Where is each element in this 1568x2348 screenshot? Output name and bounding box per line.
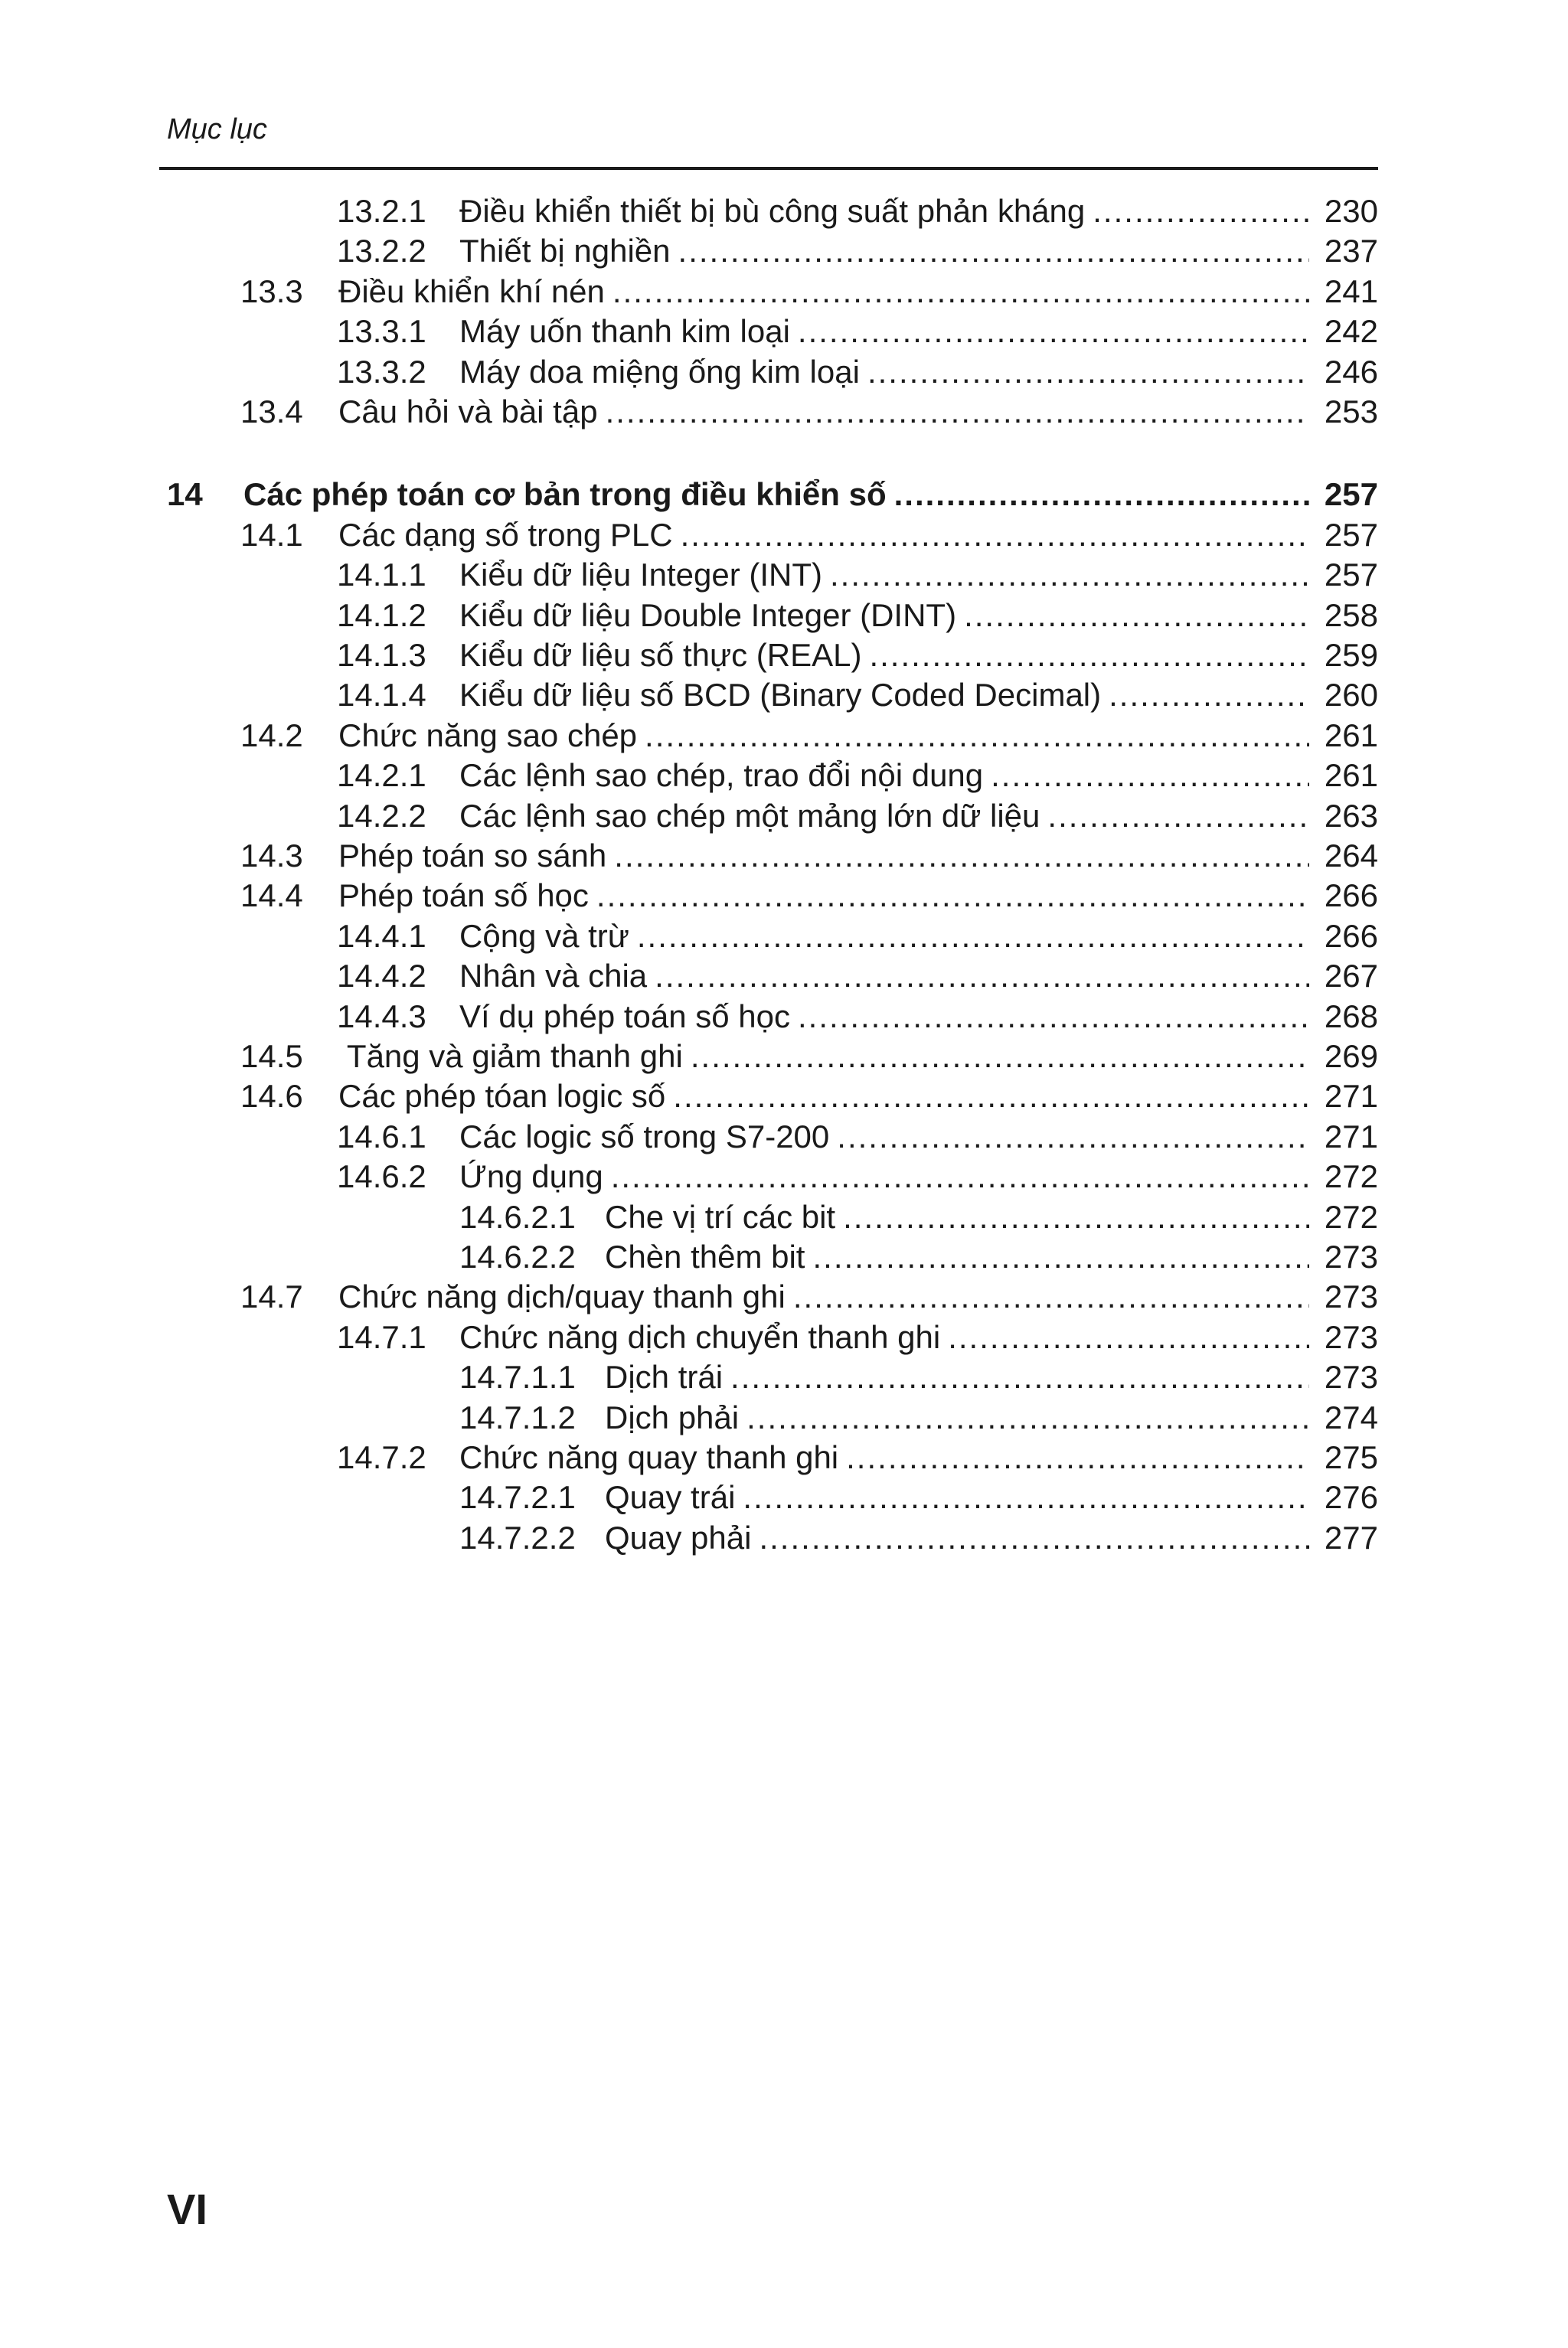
dot-leader [673, 1076, 1309, 1116]
toc-entry-page: 268 [1324, 998, 1378, 1034]
dot-leader [812, 1237, 1309, 1277]
toc-entry-page: 241 [1324, 273, 1378, 309]
toc-entry-number: 14.7.2.1 [459, 1479, 576, 1515]
toc-entry-title: Phép toán so sánh [338, 838, 607, 874]
toc-entry-number: 13.2.2 [337, 233, 426, 269]
toc-entry-title: Điều khiển khí nén [338, 273, 605, 309]
toc-entry-page: 242 [1324, 313, 1378, 349]
toc-entry-page: 230 [1324, 193, 1378, 229]
toc-entry [337, 555, 1378, 595]
toc-entry-number: 14.6 [240, 1078, 303, 1114]
dot-leader [655, 956, 1309, 996]
toc-entry-title: Kiểu dữ liệu số thực (REAL) [459, 637, 862, 673]
toc-entry-title: Các lệnh sao chép, trao đổi nội dung [459, 757, 984, 793]
toc-entry-number: 14.4 [240, 877, 303, 913]
toc-entry-title: Câu hỏi và bài tập [338, 394, 598, 429]
toc-entry-page: 260 [1324, 677, 1378, 713]
toc-entry [337, 1438, 1378, 1478]
dot-leader [793, 1277, 1309, 1317]
toc-entry [459, 1518, 1378, 1558]
toc-entry-page: 271 [1324, 1118, 1378, 1154]
toc-entry-title: Dịch trái [605, 1359, 724, 1395]
toc-entry-title: Các logic số trong S7-200 [459, 1118, 830, 1154]
dot-leader [798, 312, 1309, 351]
toc-entry [459, 1357, 1378, 1397]
toc-entry-page: 273 [1324, 1319, 1378, 1355]
toc-entry-page: 237 [1324, 233, 1378, 269]
toc-entry-number: 14.1.3 [337, 637, 426, 673]
dot-leader [867, 352, 1309, 392]
toc-entry-page: 253 [1324, 394, 1378, 429]
toc-entry-page: 273 [1324, 1239, 1378, 1275]
toc-entry-title: Quay phải [605, 1520, 752, 1556]
toc-entry-number: 13.3.2 [337, 354, 426, 390]
toc-entry-page: 267 [1324, 958, 1378, 994]
dot-leader [611, 1157, 1309, 1197]
toc-entry-page: 261 [1324, 757, 1378, 793]
toc-entry [240, 515, 1378, 555]
toc-entry-title: Điều khiển thiết bị bù công suất phản kháng [459, 193, 1086, 229]
toc-entry-number: 14.1.4 [337, 677, 426, 713]
toc-entry [240, 1076, 1378, 1116]
dot-leader [596, 876, 1309, 916]
toc-entry-title: Ứng dụng [459, 1158, 603, 1194]
toc-entry-title: Phép toán số học [338, 877, 589, 913]
toc-entry-title: Các phép tóan logic số [338, 1078, 666, 1114]
toc-entry-number: 14.1.2 [337, 597, 426, 633]
toc-entry [240, 272, 1378, 312]
toc-entry-number: 14 [167, 476, 203, 512]
dot-leader [798, 997, 1309, 1037]
dot-leader [645, 716, 1309, 756]
toc-entry [240, 1277, 1378, 1317]
toc-entry-title: Cộng và trừ [459, 918, 629, 954]
toc-entry [240, 1037, 1378, 1076]
toc-entry-number: 14.2 [240, 717, 303, 753]
dot-leader [830, 555, 1309, 595]
toc-entry-title: Chức năng dịch chuyển thanh ghi [459, 1319, 941, 1355]
toc-entry-page: 269 [1324, 1038, 1378, 1074]
toc-entry-page: 266 [1324, 877, 1378, 913]
toc-entry [337, 596, 1378, 635]
dot-leader [1109, 675, 1309, 715]
toc-entry-title: Quay trái [605, 1479, 736, 1515]
dot-leader [730, 1357, 1309, 1397]
toc-entry-page: 277 [1324, 1520, 1378, 1556]
dot-leader [843, 1197, 1309, 1237]
header-rule [159, 167, 1378, 170]
toc-entry-page: 257 [1324, 557, 1378, 593]
toc-entry-title: Máy uốn thanh kim loại [459, 313, 790, 349]
dot-leader [869, 635, 1309, 675]
toc-entry-number: 13.2.1 [337, 193, 426, 229]
dot-leader [894, 475, 1309, 514]
toc-entry [337, 675, 1378, 715]
toc-entry-number: 14.5 [240, 1038, 303, 1074]
toc-entry-number: 14.7 [240, 1279, 303, 1314]
toc-entry-title: Chèn thêm bit [605, 1239, 805, 1275]
toc-entry [337, 1318, 1378, 1357]
dot-leader [948, 1318, 1309, 1357]
running-header: Mục lục [167, 113, 267, 145]
dot-leader [612, 272, 1309, 312]
toc-entry-number: 14.6.2.1 [459, 1199, 576, 1235]
toc-entry-number: 14.1.1 [337, 557, 426, 593]
toc-entry-number: 13.3 [240, 273, 303, 309]
toc-entry-number: 14.4.3 [337, 998, 426, 1034]
toc-entry-page: 257 [1324, 476, 1378, 512]
dot-leader [746, 1398, 1309, 1438]
toc-entry-page: 275 [1324, 1439, 1378, 1475]
toc-entry [240, 392, 1378, 432]
toc-entry-number: 14.6.2.2 [459, 1239, 576, 1275]
dot-leader [743, 1478, 1309, 1517]
toc-entry [459, 1478, 1378, 1517]
toc-entry [337, 231, 1378, 271]
toc-entry [337, 796, 1378, 836]
toc-entry [337, 191, 1378, 231]
dot-leader [1093, 191, 1309, 231]
toc-entry-page: 259 [1324, 637, 1378, 673]
toc-entry-title: Thiết bị nghiền [459, 233, 671, 269]
toc-entry-page: 261 [1324, 717, 1378, 753]
toc-entry-title: Chức năng sao chép [338, 717, 638, 753]
toc-entry [337, 756, 1378, 795]
toc-entry-page: 273 [1324, 1279, 1378, 1314]
toc-entry [240, 716, 1378, 756]
toc-entry [240, 836, 1378, 876]
toc-entry-page: 272 [1324, 1158, 1378, 1194]
dot-leader [614, 836, 1309, 876]
toc-entry-title: Các phép toán cơ bản trong điều khiển số [243, 476, 887, 512]
toc-entry-page: 258 [1324, 597, 1378, 633]
toc-entry-number: 13.4 [240, 394, 303, 429]
toc-entry-title: Dịch phải [605, 1399, 740, 1435]
dot-leader [1047, 796, 1309, 836]
toc-entry-number: 14.7.1.1 [459, 1359, 576, 1395]
toc-entry-page: 257 [1324, 517, 1378, 553]
toc-entry-number: 14.1 [240, 517, 303, 553]
toc-entry-number: 14.3 [240, 838, 303, 874]
toc-entry [459, 1398, 1378, 1438]
toc-entry-number: 14.7.1 [337, 1319, 426, 1355]
dot-leader [837, 1117, 1309, 1157]
toc-entry-title: Các dạng số trong PLC [338, 517, 673, 553]
toc-entry [337, 956, 1378, 996]
dot-leader [606, 392, 1309, 432]
toc-entry-title: Chức năng dịch/quay thanh ghi [338, 1279, 786, 1314]
toc-entry-number: 14.7.2 [337, 1439, 426, 1475]
toc-entry-page: 246 [1324, 354, 1378, 390]
toc-entry-page: 271 [1324, 1078, 1378, 1114]
toc-entry [459, 1237, 1378, 1277]
toc-entry [337, 1117, 1378, 1157]
toc-entry-title: Che vị trí các bit [605, 1199, 836, 1235]
toc-entry-page: 273 [1324, 1359, 1378, 1395]
page-number: VI [167, 2185, 207, 2233]
toc-entry-title: Ví dụ phép toán số học [459, 998, 790, 1034]
toc-entry [337, 635, 1378, 675]
toc-entry-title: Tăng và giảm thanh ghi [338, 1038, 683, 1074]
toc-entry-number: 14.6.1 [337, 1118, 426, 1154]
toc-entry-number: 14.6.2 [337, 1158, 426, 1194]
toc-entry-number: 14.2.2 [337, 798, 426, 834]
dot-leader [759, 1518, 1309, 1558]
toc-entry-page: 264 [1324, 838, 1378, 874]
toc-entry-number: 14.4.2 [337, 958, 426, 994]
dot-leader [846, 1438, 1309, 1478]
toc-entry [337, 352, 1378, 392]
toc-entry-title: Kiểu dữ liệu số BCD (Binary Coded Decimal) [459, 677, 1102, 713]
toc-entry-title: Kiểu dữ liệu Double Integer (DINT) [459, 597, 957, 633]
dot-leader [991, 756, 1309, 795]
toc-entry-title: Chức năng quay thanh ghi [459, 1439, 839, 1475]
toc-entry [167, 475, 1378, 514]
dot-leader [637, 916, 1309, 956]
toc-entry-number: 14.7.1.2 [459, 1399, 576, 1435]
dot-leader [691, 1037, 1309, 1076]
toc-entry [337, 916, 1378, 956]
toc-entry-number: 13.3.1 [337, 313, 426, 349]
toc-entry-page: 272 [1324, 1199, 1378, 1235]
toc-entry-title: Kiểu dữ liệu Integer (INT) [459, 557, 822, 593]
toc-entry [337, 312, 1378, 351]
toc-entry-number: 14.4.1 [337, 918, 426, 954]
toc-entry-title: Máy doa miệng ống kim loại [459, 354, 860, 390]
toc-entry-page: 276 [1324, 1479, 1378, 1515]
toc-entry-number: 14.2.1 [337, 757, 426, 793]
toc-entry [337, 1157, 1378, 1197]
dot-leader [964, 596, 1309, 635]
dot-leader [678, 231, 1309, 271]
toc-entry-number: 14.7.2.2 [459, 1520, 576, 1556]
toc-entry [337, 997, 1378, 1037]
toc-entry-page: 274 [1324, 1399, 1378, 1435]
dot-leader [681, 515, 1309, 555]
toc-entry [240, 876, 1378, 916]
toc-entry [459, 1197, 1378, 1237]
toc-entry-title: Nhân và chia [459, 958, 648, 994]
toc-entry-page: 263 [1324, 798, 1378, 834]
toc-entry-page: 266 [1324, 918, 1378, 954]
toc-entry-title: Các lệnh sao chép một mảng lớn dữ liệu [459, 798, 1040, 834]
